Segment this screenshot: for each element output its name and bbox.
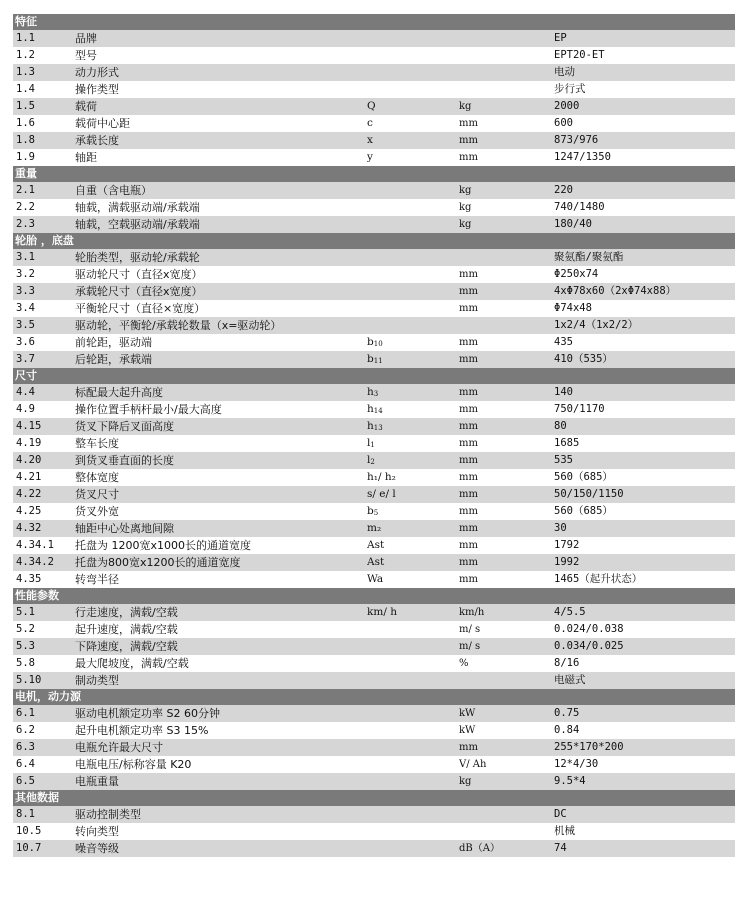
spec-row: [13, 182, 735, 199]
spec-value: 740/1480: [554, 201, 605, 213]
spec-row: [13, 199, 735, 216]
spec-value: 4/5.5: [554, 606, 586, 618]
spec-value: 聚氨酯/聚氨酯: [554, 251, 624, 263]
section-header: 尺寸: [13, 368, 735, 384]
spec-row: [13, 216, 735, 233]
spec-description: 操作类型: [75, 83, 119, 96]
spec-description: 货叉尺寸: [75, 488, 119, 501]
spec-row: [13, 266, 735, 283]
spec-description: 驱动控制类型: [75, 808, 141, 821]
spec-description: 平衡轮尺寸（直径×宽度）: [75, 302, 206, 315]
spec-number: 1.3: [16, 66, 35, 78]
spec-row: [13, 672, 735, 689]
spec-symbol-letter: l: [367, 454, 371, 466]
spec-unit: kg: [459, 202, 472, 213]
spec-symbol: Wa: [367, 573, 384, 585]
section-header: 特征: [13, 14, 735, 30]
spec-symbol: Ast: [367, 556, 385, 568]
spec-unit: mm: [459, 574, 478, 585]
spec-description: 托盘为 1200宽x1000长的通道宽度: [75, 539, 251, 552]
spec-description: 标配最大起升高度: [75, 386, 163, 399]
spec-row: [13, 840, 735, 857]
spec-symbol-subscript: 10: [373, 340, 383, 348]
spec-description: 载荷中心距: [75, 117, 130, 130]
spec-symbol-subscript: 11: [373, 357, 383, 365]
spec-value: 80: [554, 420, 567, 432]
spec-number: 6.5: [16, 775, 35, 787]
spec-number: 8.1: [16, 808, 35, 820]
spec-description: 承载轮尺寸（直径x宽度）: [75, 285, 203, 298]
spec-value: 2000: [554, 100, 580, 112]
spec-row: [13, 351, 735, 368]
spec-number: 4.34.2: [16, 556, 54, 568]
spec-symbol-letter: h: [367, 403, 374, 415]
spec-number: 3.1: [16, 251, 35, 263]
spec-value: 1465（起升状态）: [554, 573, 643, 585]
spec-value: DC: [554, 808, 567, 820]
spec-value: 0.034/0.025: [554, 640, 624, 652]
spec-unit: mm: [459, 540, 478, 551]
spec-row: [13, 655, 735, 672]
spec-row: [13, 486, 735, 503]
spec-number: 2.1: [16, 184, 35, 196]
spec-unit: kg: [459, 101, 472, 112]
spec-symbol-letter: b: [367, 336, 374, 348]
spec-unit: mm: [459, 489, 478, 500]
spec-number: 4.19: [16, 437, 42, 449]
spec-value: 电动: [554, 66, 575, 78]
section-header: 轮胎 ，底盘: [13, 233, 735, 249]
spec-number: 4.22: [16, 488, 42, 500]
spec-row: [13, 705, 735, 722]
spec-description: 最大爬坡度，满载/空载: [75, 657, 189, 670]
spec-number: 5.10: [16, 674, 42, 686]
spec-description: 转弯半径: [75, 573, 119, 586]
spec-row: [13, 47, 735, 64]
spec-value: 1992: [554, 556, 580, 568]
spec-description: 噪音等级: [75, 842, 119, 855]
spec-row: [13, 149, 735, 166]
spec-symbol-subscript: 13: [373, 424, 383, 432]
spec-description: 自重（含电瓶）: [75, 184, 152, 197]
spec-unit: mm: [459, 269, 478, 280]
spec-description: 驱动轮，平衡轮/承载轮数量（x=驱动轮）: [75, 319, 282, 332]
spec-value: 410（535）: [554, 353, 613, 365]
spec-value: 220: [554, 184, 573, 196]
spec-symbol-subscript: 2: [370, 458, 375, 466]
spec-number: 4.20: [16, 454, 42, 466]
spec-number: 4.25: [16, 505, 42, 517]
spec-value: 600: [554, 117, 573, 129]
spec-unit: mm: [459, 354, 478, 365]
spec-unit: mm: [459, 421, 478, 432]
spec-number: 6.3: [16, 741, 35, 753]
spec-row: [13, 98, 735, 115]
spec-description: 起升速度，满载/空载: [75, 623, 178, 636]
spec-unit: %: [459, 658, 469, 669]
spec-unit: mm: [459, 438, 478, 449]
spec-number: 1.6: [16, 117, 35, 129]
spec-unit: dB（A）: [459, 843, 500, 854]
spec-unit: mm: [459, 337, 478, 348]
spec-value: 180/40: [554, 218, 592, 230]
spec-value: 机械: [554, 825, 575, 837]
spec-symbol: Q: [367, 100, 376, 112]
spec-value: 560（685）: [554, 505, 613, 517]
spec-description: 货叉外宽: [75, 505, 119, 518]
spec-unit: mm: [459, 118, 478, 129]
spec-description: 整车长度: [75, 437, 119, 450]
spec-value: 0.024/0.038: [554, 623, 624, 635]
spec-symbol: m₂: [367, 522, 382, 534]
spec-symbol: x: [367, 134, 373, 146]
spec-row: [13, 283, 735, 300]
spec-unit: mm: [459, 404, 478, 415]
spec-value: 1685: [554, 437, 580, 449]
spec-row: [13, 537, 735, 554]
spec-value: EP: [554, 32, 567, 44]
spec-row: [13, 317, 735, 334]
spec-number: 6.2: [16, 724, 35, 736]
spec-symbol-letter: b: [367, 505, 374, 517]
spec-description: 后轮距，承载端: [75, 353, 152, 366]
spec-value: 74: [554, 842, 567, 854]
spec-value: 873/976: [554, 134, 599, 146]
spec-number: 10.5: [16, 825, 42, 837]
spec-number: 5.2: [16, 623, 35, 635]
spec-description: 驱动电机额定功率 S2 60分钟: [75, 707, 220, 720]
spec-description: 操作位置手柄杆最小/最大高度: [75, 403, 222, 416]
spec-value: 435: [554, 336, 573, 348]
spec-number: 2.3: [16, 218, 35, 230]
spec-unit: mm: [459, 387, 478, 398]
spec-number: 1.5: [16, 100, 35, 112]
spec-row: [13, 756, 735, 773]
spec-unit: mm: [459, 152, 478, 163]
spec-value: 535: [554, 454, 573, 466]
spec-number: 3.4: [16, 302, 35, 314]
spec-number: 3.3: [16, 285, 35, 297]
spec-number: 6.4: [16, 758, 35, 770]
spec-value: 1x2/4（1x2/2）: [554, 319, 639, 331]
spec-description: 驱动轮尺寸（直径x宽度）: [75, 268, 203, 281]
spec-unit: mm: [459, 135, 478, 146]
spec-number: 5.1: [16, 606, 35, 618]
spec-description: 前轮距，驱动端: [75, 336, 152, 349]
spec-value: 255*170*200: [554, 741, 624, 753]
spec-description: 到货叉垂直面的长度: [75, 454, 174, 467]
spec-unit: mm: [459, 506, 478, 517]
spec-value: 30: [554, 522, 567, 534]
section-header: 电机，动力源: [13, 689, 735, 705]
spec-value: EPT20-ET: [554, 49, 605, 61]
spec-unit: kg: [459, 185, 472, 196]
spec-number: 4.21: [16, 471, 42, 483]
spec-value: 50/150/1150: [554, 488, 624, 500]
spec-row: [13, 249, 735, 266]
spec-number: 5.3: [16, 640, 35, 652]
spec-value: 8/16: [554, 657, 580, 669]
spec-row: [13, 503, 735, 520]
spec-unit: kg: [459, 219, 472, 230]
spec-number: 4.35: [16, 573, 42, 585]
spec-value: 0.84: [554, 724, 580, 736]
spec-row: [13, 81, 735, 98]
spec-value: 电磁式: [554, 674, 586, 686]
section-header: 重量: [13, 166, 735, 182]
spec-description: 承载长度: [75, 134, 119, 147]
spec-value: Φ250x74: [554, 268, 599, 280]
spec-description: 载荷: [75, 100, 97, 113]
spec-row: [13, 604, 735, 621]
spec-number: 1.4: [16, 83, 35, 95]
spec-description: 整体宽度: [75, 471, 119, 484]
spec-number: 3.5: [16, 319, 35, 331]
spec-number: 1.1: [16, 32, 35, 44]
spec-row: [13, 520, 735, 537]
section-header: 性能参数: [13, 588, 735, 604]
spec-description: 电瓶重量: [75, 775, 119, 788]
spec-row: [13, 773, 735, 790]
spec-description: 下降速度，满载/空载: [75, 640, 178, 653]
spec-row: [13, 823, 735, 840]
spec-unit: mm: [459, 523, 478, 534]
spec-unit: m/ s: [459, 641, 481, 652]
spec-number: 4.4: [16, 386, 35, 398]
spec-description: 托盘为800宽x1200长的通道宽度: [75, 556, 241, 569]
spec-description: 轴载，空载驱动端/承载端: [75, 218, 200, 231]
spec-symbol-letter: h: [367, 386, 374, 398]
spec-value: 1247/1350: [554, 151, 611, 163]
spec-unit: kW: [459, 725, 476, 736]
spec-symbol-subscript: 5: [373, 509, 379, 517]
spec-symbol-letter: h: [367, 420, 374, 432]
spec-value: Φ74x48: [554, 302, 592, 314]
spec-symbol: km/ h: [367, 606, 397, 618]
spec-row: [13, 334, 735, 351]
spec-description: 电瓶电压/标称容量 K20: [75, 758, 192, 771]
spec-value: 12*4/30: [554, 758, 599, 770]
spec-row: [13, 452, 735, 469]
spec-row: [13, 132, 735, 149]
spec-symbol: y: [367, 151, 373, 163]
spec-unit: mm: [459, 455, 478, 466]
spec-value: 0.75: [554, 707, 580, 719]
spec-unit: mm: [459, 557, 478, 568]
spec-number: 1.2: [16, 49, 35, 61]
spec-description: 轴载，满载驱动端/承载端: [75, 201, 200, 214]
spec-symbol: c: [367, 117, 373, 129]
spec-row: [13, 722, 735, 739]
spec-row: [13, 418, 735, 435]
spec-row: [13, 806, 735, 823]
spec-unit: mm: [459, 742, 478, 753]
spec-number: 10.7: [16, 842, 42, 854]
spec-number: 3.6: [16, 336, 35, 348]
spec-number: 4.9: [16, 403, 35, 415]
spec-description: 货叉下降后叉面高度: [75, 420, 174, 433]
spec-value: 750/1170: [554, 403, 605, 415]
spec-number: 3.2: [16, 268, 35, 280]
spec-row: [13, 554, 735, 571]
spec-row: [13, 621, 735, 638]
spec-number: 1.8: [16, 134, 35, 146]
spec-number: 3.7: [16, 353, 35, 365]
spec-value: 9.5*4: [554, 775, 586, 787]
spec-row: [13, 571, 735, 588]
spec-description: 起升电机额定功率 S3 15%: [75, 724, 209, 737]
spec-unit: mm: [459, 286, 478, 297]
spec-description: 动力形式: [75, 66, 119, 79]
spec-row: [13, 435, 735, 452]
spec-description: 轮胎类型，驱动轮/承载轮: [75, 251, 200, 264]
spec-sheet: [13, 14, 735, 857]
spec-description: 轴距中心处离地间隙: [75, 522, 174, 535]
spec-unit: km/h: [459, 607, 485, 618]
spec-number: 6.1: [16, 707, 35, 719]
spec-description: 制动类型: [75, 674, 119, 687]
spec-number: 4.32: [16, 522, 42, 534]
spec-unit: V/ Ah: [459, 759, 487, 770]
spec-unit: mm: [459, 472, 478, 483]
spec-symbol-letter: b: [367, 353, 374, 365]
spec-description: 型号: [75, 49, 97, 62]
spec-description: 转向类型: [75, 825, 119, 838]
spec-description: 行走速度，满载/空载: [75, 606, 178, 619]
spec-number: 1.9: [16, 151, 35, 163]
spec-symbol: h₁/ h₂: [367, 471, 396, 483]
spec-row: [13, 30, 735, 47]
spec-row: [13, 64, 735, 81]
spec-value: 步行式: [554, 83, 586, 95]
spec-value: 1792: [554, 539, 580, 551]
spec-row: [13, 115, 735, 132]
spec-symbol: s/ e/ l: [367, 488, 396, 500]
spec-symbol-letter: l: [367, 437, 371, 449]
spec-description: 轴距: [75, 151, 97, 164]
spec-unit: kW: [459, 708, 476, 719]
spec-number: 5.8: [16, 657, 35, 669]
spec-value: 4xΦ78x60（2xΦ74x88）: [554, 285, 677, 297]
spec-unit: kg: [459, 776, 472, 787]
spec-description: 品牌: [75, 32, 97, 45]
spec-value: 140: [554, 386, 573, 398]
spec-row: [13, 638, 735, 655]
spec-unit: m/ s: [459, 624, 481, 635]
spec-row: [13, 469, 735, 486]
spec-symbol-subscript: 14: [373, 407, 383, 415]
spec-row: [13, 384, 735, 401]
spec-symbol-subscript: 1: [370, 441, 375, 449]
spec-number: 2.2: [16, 201, 35, 213]
spec-row: [13, 300, 735, 317]
spec-row: [13, 739, 735, 756]
spec-symbol: Ast: [367, 539, 385, 551]
spec-symbol-subscript: 3: [373, 390, 379, 398]
spec-number: 4.15: [16, 420, 42, 432]
section-header: 其他数据: [13, 790, 735, 806]
spec-description: 电瓶允许最大尺寸: [75, 741, 163, 754]
spec-unit: mm: [459, 303, 478, 314]
spec-row: [13, 401, 735, 418]
spec-number: 4.34.1: [16, 539, 54, 551]
spec-value: 560（685）: [554, 471, 613, 483]
